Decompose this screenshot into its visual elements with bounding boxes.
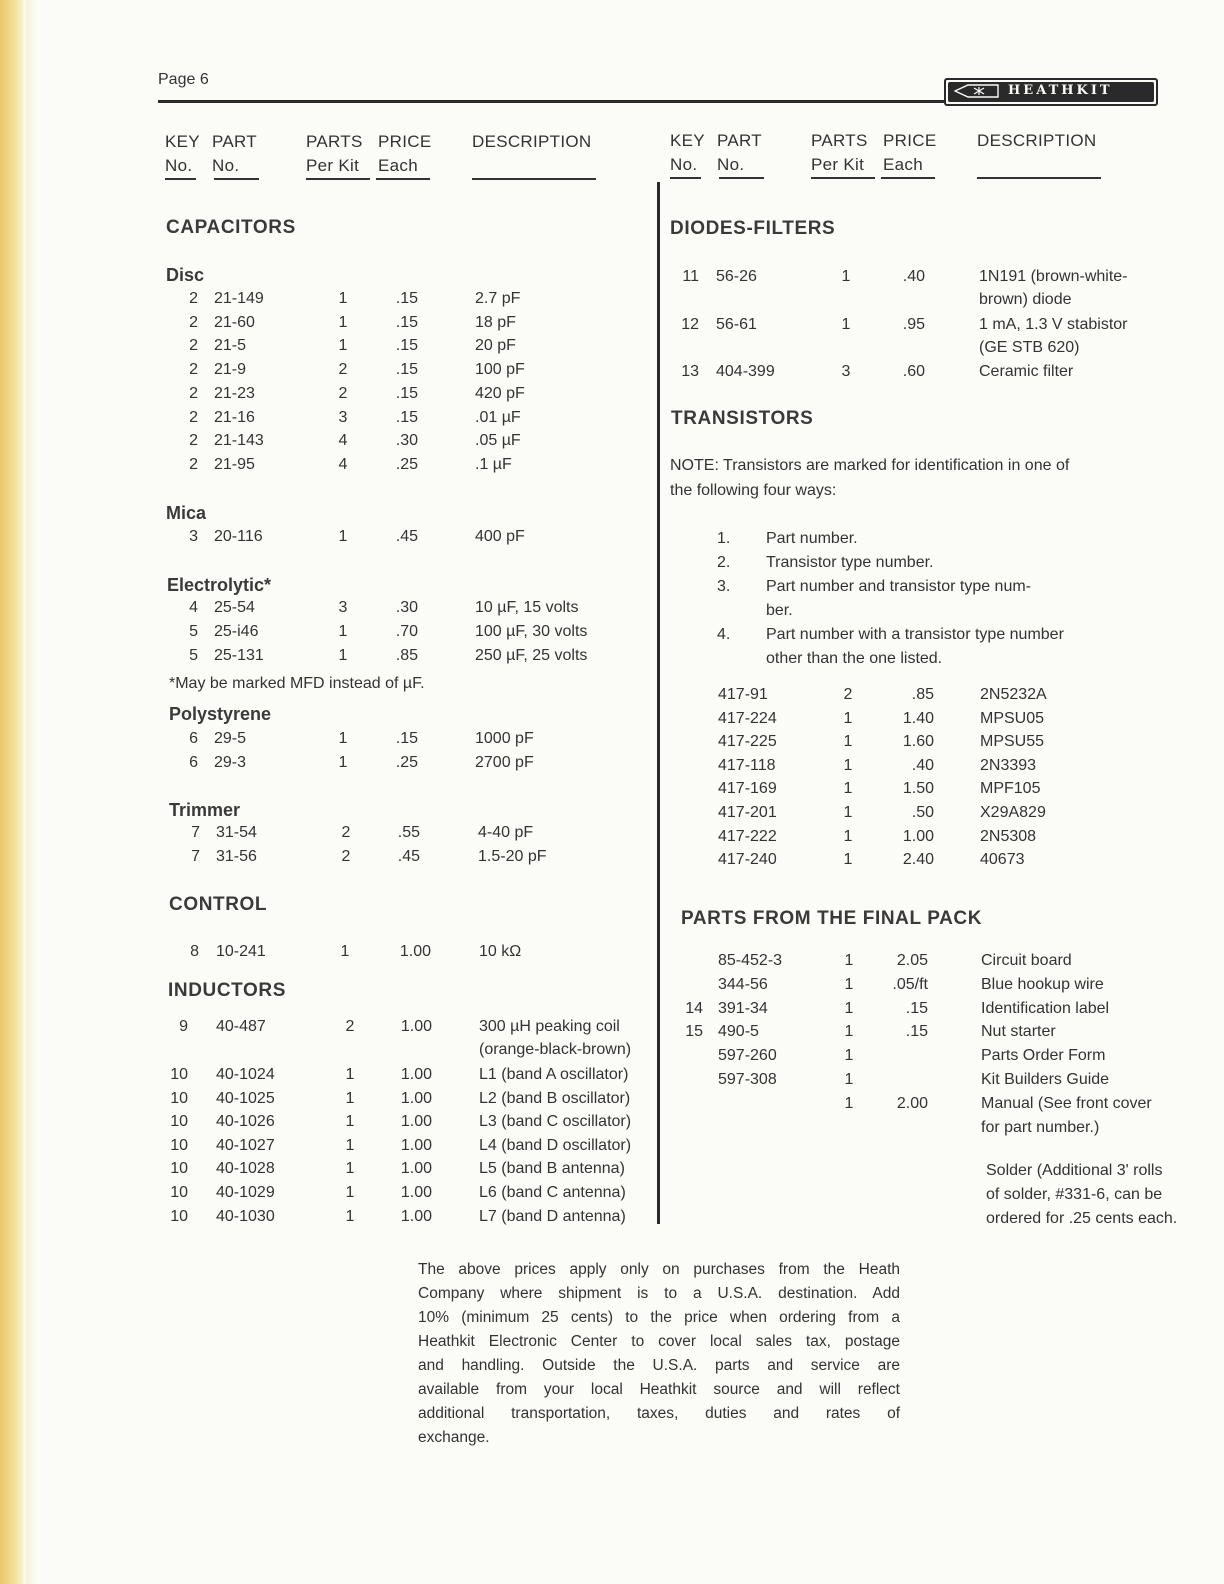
description-header: DESCRIPTION <box>977 131 1097 150</box>
trimmer-row-qty: 2 <box>341 848 351 865</box>
polystyrene-row-part: 29-3 <box>214 754 247 771</box>
inductor-row-key: 10 <box>170 1089 188 1107</box>
inductor-row-qty: 1 <box>345 1113 355 1131</box>
electrolytic-row-price: .30 <box>395 599 418 616</box>
inductor-row-key: 10 <box>170 1184 188 1201</box>
final-pack-qty: 1 <box>844 1047 854 1065</box>
final-pack-qty: 1 <box>844 1094 854 1112</box>
disc-row-qty: 3 <box>338 408 348 426</box>
disc-row-qty: 4 <box>338 455 348 473</box>
diode-row-key: 13 <box>681 363 699 380</box>
disc-row-desc: .05 µF <box>475 432 521 450</box>
disc-row-price: .15 <box>395 313 418 331</box>
inductors-title: INDUCTORS <box>168 980 286 1001</box>
disc-row-key: 2 <box>189 432 198 450</box>
diode-row-qty: 3 <box>841 363 851 380</box>
price-header: PRICE <box>883 131 937 150</box>
transistor-price: .85 <box>911 686 934 703</box>
diode-row-price: .60 <box>902 363 925 380</box>
inductor-row-key: 10 <box>170 1160 188 1178</box>
part-header-sub: No. <box>212 156 240 175</box>
inductor-row-qty: 1 <box>345 1089 355 1107</box>
transistor-price: 2.40 <box>902 851 934 869</box>
transistor-note: NOTE: Transistors are marked for identification in one of <box>670 457 1070 474</box>
transistor-type: 2N5308 <box>980 827 1037 845</box>
logo-wordmark: HEATHKIT <box>1008 83 1113 98</box>
header-underline <box>376 178 430 180</box>
diode-row-qty: 1 <box>841 316 851 333</box>
trimmer-row-desc: 4-40 pF <box>478 824 534 841</box>
final-pack-desc: Identification label <box>981 999 1110 1017</box>
part-header: PART <box>212 132 257 151</box>
polystyrene-row-desc: 2700 pF <box>475 754 534 771</box>
transistor-part: 417-201 <box>718 804 777 821</box>
transistor-qty: 2 <box>843 686 853 703</box>
inductor-row-price: 1.00 <box>400 1066 432 1083</box>
electrolytic-row-key: 5 <box>189 647 198 664</box>
trimmer-row-price: .45 <box>397 848 420 865</box>
inductor-row-desc: L4 (band D oscillator) <box>479 1136 632 1154</box>
transistor-qty: 1 <box>843 827 853 845</box>
solder-note-line: ordered for .25 cents each. <box>986 1210 1178 1227</box>
key-header-sub: No. <box>670 155 698 174</box>
inductor-row-part: 40-1030 <box>216 1207 275 1225</box>
disc-row-qty: 4 <box>338 432 348 450</box>
transistor-type: 2N5232A <box>980 686 1047 703</box>
disc-row-price: .15 <box>395 361 418 379</box>
mica-title: Mica <box>166 503 207 523</box>
transistor-note-cont: the following four ways: <box>670 482 837 499</box>
page-number: Page 6 <box>158 71 209 88</box>
inductor-row-price: 1.00 <box>400 1089 432 1107</box>
final-pack-qty: 1 <box>844 1071 854 1088</box>
final-pack-key: 14 <box>685 999 703 1017</box>
solder-note-line: Solder (Additional 3' rolls <box>986 1162 1163 1179</box>
disc-row-key: 2 <box>189 408 198 426</box>
price-note-line: additional transportation, taxes, duties and rates of <box>418 1405 900 1422</box>
inductor-row-key: 9 <box>179 1018 188 1035</box>
transistor-qty: 1 <box>843 780 853 798</box>
inductor-row-part: 40-1028 <box>216 1160 275 1178</box>
electrolytic-row-price: .85 <box>395 647 418 664</box>
polystyrene-row-price: .15 <box>395 730 418 747</box>
marking-way-number: 2. <box>717 554 731 571</box>
key-header: KEY <box>670 131 705 150</box>
final-pack-qty: 1 <box>844 999 854 1017</box>
control-row-part: 10-241 <box>216 943 266 960</box>
disc-row-price: .30 <box>395 432 418 450</box>
final-pack-desc: Circuit board <box>981 952 1072 969</box>
final-pack-desc: Manual (See front cover <box>981 1094 1152 1112</box>
diodes-filters-title: DIODES-FILTERS <box>670 218 836 239</box>
inductor-row-price: 1.00 <box>400 1018 432 1035</box>
description-header: DESCRIPTION <box>472 132 592 151</box>
header-underline <box>214 178 259 180</box>
heathkit-emblem-icon <box>954 84 1000 98</box>
transistor-part: 417-169 <box>718 780 777 798</box>
price-note-line: Heathkit Electronic Center to cover local sales tax, postage <box>418 1333 900 1350</box>
electrolytic-row-part: 25-i46 <box>214 623 259 640</box>
disc-row-qty: 1 <box>338 313 348 331</box>
disc-row-part: 21-9 <box>214 361 247 379</box>
trimmer-row-qty: 2 <box>341 824 351 841</box>
binding-edge <box>0 0 26 1584</box>
diode-row-price: .40 <box>902 268 925 285</box>
key-header: KEY <box>165 132 200 151</box>
disc-row-desc: .1 µF <box>475 455 512 473</box>
diode-row-part: 404-399 <box>716 363 775 380</box>
disc-row-part: 21-95 <box>214 455 255 473</box>
disc-row-key: 2 <box>189 455 198 473</box>
mica-row-desc: 400 pF <box>475 528 525 545</box>
price-header-sub: Each <box>378 156 418 175</box>
disc-row-desc: 20 pF <box>475 337 516 355</box>
control-row-price: 1.00 <box>399 943 431 960</box>
mica-row-key: 3 <box>189 528 198 545</box>
final-pack-part: 391-34 <box>718 999 768 1017</box>
final-pack-desc-cont: for part number.) <box>981 1118 1100 1136</box>
disc-row-price: .25 <box>395 455 418 473</box>
diode-row-key: 12 <box>681 316 699 333</box>
header-rule <box>158 100 956 103</box>
inductor-row-qty: 1 <box>345 1207 355 1225</box>
transistor-part: 417-225 <box>718 733 777 751</box>
transistor-price: 1.00 <box>902 827 934 845</box>
mica-row-part: 20-116 <box>214 528 263 545</box>
final-pack-qty: 1 <box>844 975 854 993</box>
final-pack-price: .15 <box>905 999 928 1017</box>
trimmer-row-price: .55 <box>397 824 420 841</box>
diode-row-desc: 1N191 (brown-white- <box>979 268 1128 285</box>
price-header: PRICE <box>378 132 432 151</box>
header-underline <box>472 178 596 180</box>
transistor-price: 1.60 <box>902 733 934 751</box>
inductor-row-part: 40-487 <box>216 1018 266 1035</box>
transistor-type: MPF105 <box>980 780 1041 798</box>
inductor-row-desc: L2 (band B oscillator) <box>479 1089 631 1107</box>
transistor-price: 1.40 <box>902 709 934 727</box>
inductor-row-key: 10 <box>170 1113 188 1131</box>
header-underline <box>719 177 764 179</box>
inductor-row-desc: L1 (band A oscillator) <box>479 1066 629 1083</box>
price-note-line: available from your local Heathkit source and will reflect <box>418 1381 900 1398</box>
transistor-qty: 1 <box>843 756 853 774</box>
price-note-line: exchange. <box>418 1429 490 1446</box>
inductor-row-qty: 1 <box>345 1184 355 1201</box>
diode-row-desc: Ceramic filter <box>979 363 1074 380</box>
disc-row-key: 2 <box>189 384 198 402</box>
transistor-qty: 1 <box>843 709 853 727</box>
transistor-qty: 1 <box>843 851 853 869</box>
qty-header-sub: Per Kit <box>306 156 360 175</box>
final-pack-desc: Kit Builders Guide <box>981 1071 1110 1088</box>
control-row-qty: 1 <box>340 943 350 960</box>
heathkit-logo <box>944 78 1158 106</box>
binding-shadow <box>26 0 36 1584</box>
final-pack-part: 490-5 <box>718 1023 759 1041</box>
final-pack-qty: 1 <box>844 1023 854 1041</box>
inductor-row-part: 40-1024 <box>216 1066 275 1083</box>
disc-row-part: 21-143 <box>214 432 264 450</box>
electrolytic-row-qty: 1 <box>338 623 348 640</box>
disc-row-part: 21-60 <box>214 313 255 331</box>
disc-row-part: 21-5 <box>214 337 247 355</box>
electrolytic-row-key: 4 <box>189 599 198 616</box>
polystyrene-row-qty: 1 <box>338 730 348 747</box>
transistor-type: X29A829 <box>980 804 1046 821</box>
inductor-row-key: 10 <box>170 1136 188 1154</box>
final-pack-price: .15 <box>905 1023 928 1041</box>
transistor-type: 2N3393 <box>980 756 1037 774</box>
trimmer-row-desc: 1.5-20 pF <box>478 848 547 865</box>
electrolytic-note: *May be marked MFD instead of µF. <box>169 675 425 692</box>
header-underline <box>811 177 875 179</box>
transistor-part: 417-91 <box>718 686 768 703</box>
key-header-sub: No. <box>165 156 193 175</box>
inductor-row-part: 40-1025 <box>216 1089 275 1107</box>
price-note-line: The above prices apply only on purchases from the Heath <box>418 1261 900 1278</box>
inductor-row-part: 40-1029 <box>216 1184 275 1201</box>
disc-row-desc: .01 µF <box>475 408 521 426</box>
inductor-row-qty: 2 <box>345 1018 355 1035</box>
final-pack-desc: Nut starter <box>981 1023 1056 1041</box>
diode-row-qty: 1 <box>841 268 851 285</box>
disc-row-price: .15 <box>395 384 418 402</box>
qty-header: PARTS <box>811 131 868 150</box>
header-underline <box>670 177 701 179</box>
disc-row-desc: 2.7 pF <box>475 290 521 307</box>
final-pack-part: 85-452-3 <box>718 952 783 969</box>
trimmer-row-part: 31-54 <box>216 824 257 841</box>
inductor-row-qty: 1 <box>345 1160 355 1178</box>
diode-row-desc-cont: (GE STB 620) <box>979 339 1080 356</box>
marking-way-text: Part number with a transistor type number <box>766 626 1064 643</box>
disc-row-price: .15 <box>395 290 418 307</box>
inductor-row-key: 10 <box>170 1066 188 1083</box>
final-pack-desc: Parts Order Form <box>981 1047 1106 1065</box>
trimmer-title: Trimmer <box>169 800 241 820</box>
marking-way-text: Transistor type number. <box>766 554 934 571</box>
electrolytic-row-qty: 1 <box>338 647 348 664</box>
disc-row-key: 2 <box>189 361 198 379</box>
control-row-desc: 10 kΩ <box>479 943 522 960</box>
inductor-row-desc: 300 µH peaking coil <box>479 1018 620 1035</box>
electrolytic-row-qty: 3 <box>338 599 348 616</box>
transistors-title: TRANSISTORS <box>671 408 814 429</box>
marking-way-text: Part number and transistor type num- <box>766 578 1032 595</box>
transistor-type: MPSU55 <box>980 733 1045 751</box>
mica-row-price: .45 <box>395 528 418 545</box>
disc-row-qty: 2 <box>338 361 348 379</box>
inductor-row-price: 1.00 <box>400 1160 432 1178</box>
disc-row-part: 21-149 <box>214 290 264 307</box>
transistor-qty: 1 <box>843 804 853 821</box>
polystyrene-row-key: 6 <box>189 754 198 771</box>
polystyrene-row-key: 6 <box>189 730 198 747</box>
inductor-row-qty: 1 <box>345 1066 355 1083</box>
transistor-price: .50 <box>911 804 934 821</box>
inductor-row-price: 1.00 <box>400 1136 432 1154</box>
disc-title: Disc <box>166 265 205 285</box>
diode-row-part: 56-26 <box>716 268 757 285</box>
control-title: CONTROL <box>169 894 268 915</box>
electrolytic-row-desc: 10 µF, 15 volts <box>475 599 579 616</box>
price-note-line: and handling. Outside the U.S.A. parts and service are <box>418 1357 900 1374</box>
disc-row-desc: 100 pF <box>475 361 525 379</box>
disc-row-key: 2 <box>189 313 198 331</box>
transistor-price: 1.50 <box>902 780 934 798</box>
electrolytic-row-desc: 100 µF, 30 volts <box>475 623 588 640</box>
disc-row-key: 2 <box>189 337 198 355</box>
disc-row-key: 2 <box>189 290 198 307</box>
disc-row-part: 21-23 <box>214 384 255 402</box>
header-underline <box>977 177 1101 179</box>
price-header-sub: Each <box>883 155 923 174</box>
inductor-row-qty: 1 <box>345 1136 355 1154</box>
final-pack-part: 597-308 <box>718 1071 777 1088</box>
part-header-sub: No. <box>717 155 745 174</box>
inductor-row-desc: L3 (band C oscillator) <box>479 1113 632 1131</box>
disc-row-desc: 18 pF <box>475 313 516 331</box>
disc-row-qty: 1 <box>338 337 348 355</box>
final-pack-price: 2.05 <box>896 952 928 969</box>
marking-way-text-cont: other than the one listed. <box>766 650 943 667</box>
disc-row-part: 21-16 <box>214 408 255 426</box>
transistor-qty: 1 <box>843 733 853 751</box>
inductor-row-price: 1.00 <box>400 1113 432 1131</box>
disc-row-qty: 1 <box>338 290 348 307</box>
trimmer-row-key: 7 <box>191 824 200 841</box>
mica-row-qty: 1 <box>338 528 348 545</box>
diode-row-price: .95 <box>902 316 925 333</box>
final-pack-desc: Blue hookup wire <box>981 975 1104 993</box>
final-pack-title: PARTS FROM THE FINAL PACK <box>681 908 983 929</box>
header-underline <box>165 178 196 180</box>
transistor-part: 417-222 <box>718 827 777 845</box>
diode-row-desc: 1 mA, 1.3 V stabistor <box>979 316 1128 333</box>
disc-row-qty: 2 <box>338 384 348 402</box>
transistor-type: MPSU05 <box>980 709 1045 727</box>
transistor-type: 40673 <box>980 851 1025 869</box>
transistor-part: 417-118 <box>718 756 776 774</box>
inductor-row-desc: L5 (band B antenna) <box>479 1160 625 1178</box>
header-underline <box>881 177 935 179</box>
transistor-part: 417-240 <box>718 851 777 869</box>
final-pack-part: 344-56 <box>718 975 768 993</box>
polystyrene-row-part: 29-5 <box>214 730 247 747</box>
solder-note-line: of solder, #331-6, can be <box>986 1186 1163 1203</box>
diode-row-part: 56-61 <box>716 316 757 333</box>
part-header: PART <box>717 131 762 150</box>
trimmer-row-part: 31-56 <box>216 848 257 865</box>
electrolytic-row-key: 5 <box>189 623 198 640</box>
polystyrene-title: Polystyrene <box>169 704 272 724</box>
electrolytic-row-part: 25-54 <box>214 599 255 616</box>
final-pack-price: .05/ft <box>892 975 928 993</box>
capacitors-title: CAPACITORS <box>166 217 296 238</box>
control-row-key: 8 <box>190 943 199 960</box>
price-note-line: 10% (minimum 25 cents) to the price when ordering from a <box>418 1309 900 1326</box>
marking-way-text-cont: ber. <box>766 602 793 619</box>
electrolytic-title: Electrolytic* <box>167 575 272 595</box>
polystyrene-row-price: .25 <box>395 754 418 771</box>
final-pack-price: 2.00 <box>896 1094 928 1112</box>
disc-row-price: .15 <box>395 337 418 355</box>
inductor-row-price: 1.00 <box>400 1184 432 1201</box>
header-underline <box>306 178 370 180</box>
electrolytic-row-desc: 250 µF, 25 volts <box>475 647 588 664</box>
qty-header: PARTS <box>306 132 363 151</box>
final-pack-key: 15 <box>685 1023 703 1041</box>
price-note-line: Company where shipment is to a U.S.A. destination. Add <box>418 1285 900 1302</box>
diode-row-desc-cont: brown) diode <box>979 291 1072 308</box>
inductor-row-part: 40-1027 <box>216 1136 275 1154</box>
inductor-row-desc-cont: (orange-black-brown) <box>479 1041 632 1058</box>
polystyrene-row-qty: 1 <box>338 754 348 771</box>
trimmer-row-key: 7 <box>191 848 200 865</box>
inductor-row-price: 1.00 <box>400 1207 432 1225</box>
marking-way-number: 4. <box>717 626 731 643</box>
disc-row-price: .15 <box>395 408 418 426</box>
electrolytic-row-part: 25-131 <box>214 647 264 664</box>
transistor-price: .40 <box>911 756 934 774</box>
marking-way-number: 1. <box>717 530 731 547</box>
inductor-row-key: 10 <box>170 1207 188 1225</box>
transistor-part: 417-224 <box>718 709 777 727</box>
disc-row-desc: 420 pF <box>475 384 525 402</box>
inductor-row-desc: L6 (band C antenna) <box>479 1184 626 1201</box>
qty-header-sub: Per Kit <box>811 155 865 174</box>
marking-way-text: Part number. <box>766 530 858 547</box>
inductor-row-part: 40-1026 <box>216 1113 275 1131</box>
diode-row-key: 11 <box>682 268 699 285</box>
marking-way-number: 3. <box>717 578 731 595</box>
polystyrene-row-desc: 1000 pF <box>475 730 534 747</box>
column-divider <box>657 182 660 1224</box>
final-pack-part: 597-260 <box>718 1047 777 1065</box>
electrolytic-row-price: .70 <box>395 623 418 640</box>
inductor-row-desc: L7 (band D antenna) <box>479 1207 626 1225</box>
final-pack-qty: 1 <box>844 952 854 969</box>
